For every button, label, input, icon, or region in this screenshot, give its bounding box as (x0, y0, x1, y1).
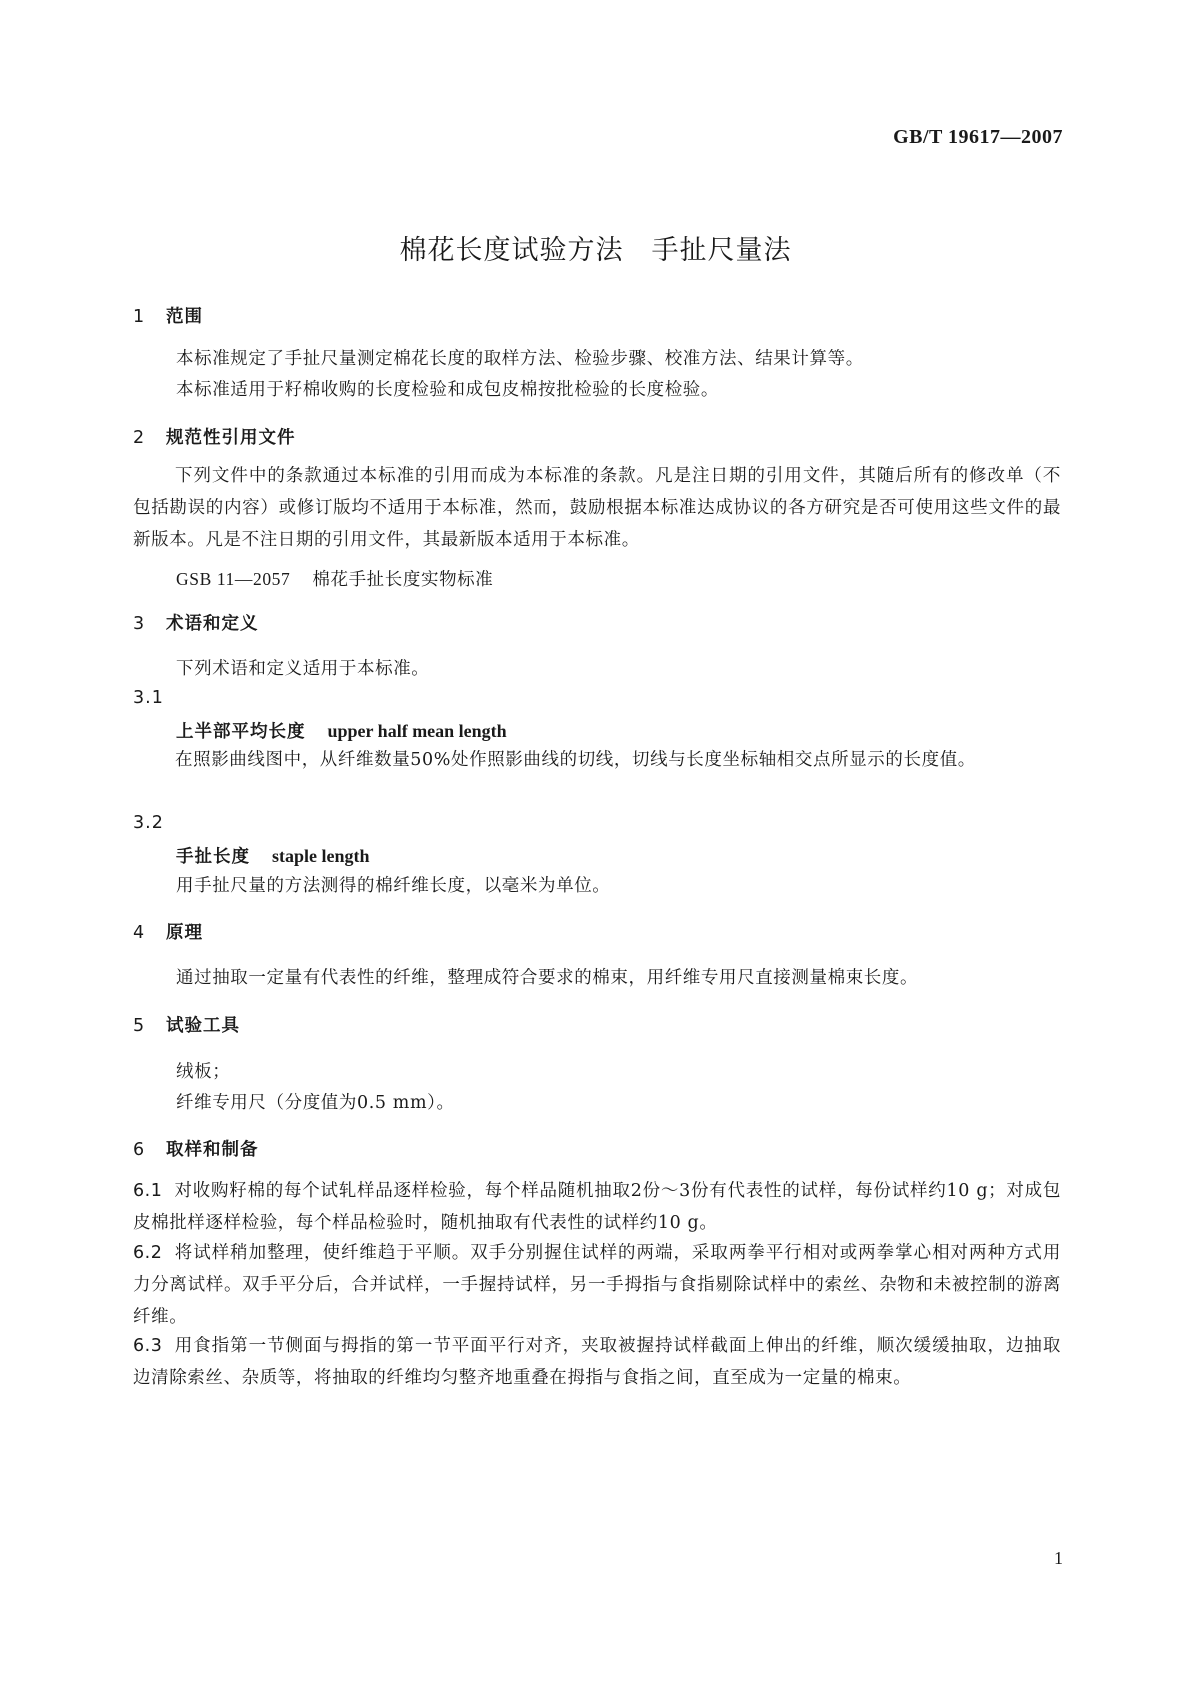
term-3-1-number: 3.1 (133, 688, 164, 708)
clause-number: 6.1 (133, 1181, 163, 1201)
clause-number: 6.3 (133, 1336, 163, 1356)
section-4-heading (133, 919, 203, 944)
section-4-paragraph: 通过抽取一定量有代表性的纤维，整理成符合要求的棉束，用纤维专用尺直接测量棉束长度。 (176, 968, 919, 988)
section-title: 取样和制备 (166, 1140, 259, 1160)
section-3-intro: 下列术语和定义适用于本标准。 (176, 659, 430, 679)
term-3-2-number: 3.2 (133, 813, 164, 833)
term-3-2-definition: 用手扯尺量的方法测得的棉纤维长度，以毫米为单位。 (176, 876, 611, 896)
term-en: upper half mean length (327, 721, 507, 741)
section-number: 4 (133, 923, 146, 943)
section-3-heading (133, 610, 259, 635)
term-3-1-definition: 在照影曲线图中，从纤维数量50%处作照影曲线的切线，切线与长度坐标轴相交点所显示的长度值。 (175, 750, 976, 770)
section-6-heading (133, 1136, 259, 1161)
clause-6-2 (133, 1237, 1061, 1333)
reference-code: GSB 11—2057 (176, 569, 291, 589)
section-number: 1 (133, 307, 146, 327)
section-1-heading (133, 303, 203, 328)
section-number: 2 (133, 428, 146, 448)
section-title: 规范性引用文件 (166, 428, 296, 448)
clause-text: 对收购籽棉的每个试轧样品逐样检验，每个样品随机抽取2份～3份有代表性的试样，每份试样约10 g；对成包皮棉批样逐样检验，每个样品检验时，随机抽取有代表性的试样约10 g。 (133, 1181, 1061, 1233)
normative-reference (176, 566, 493, 591)
reference-title: 棉花手扯长度实物标准 (312, 570, 494, 590)
section-number: 3 (133, 614, 146, 634)
section-title: 试验工具 (166, 1016, 240, 1036)
term-en: staple length (272, 846, 370, 866)
section-number: 5 (133, 1016, 146, 1036)
section-title: 范围 (166, 307, 203, 327)
section-title: 原理 (166, 923, 203, 943)
section-1-paragraph-1: 本标准规定了手扯尺量测定棉花长度的取样方法、检验步骤、校准方法、结果计算等。 (176, 349, 864, 369)
section-2-heading (133, 424, 296, 449)
page-number: 1 (1054, 1548, 1063, 1568)
section-5-heading (133, 1012, 240, 1037)
section-number: 6 (133, 1140, 146, 1160)
tool-item-2: 纤维专用尺（分度值为0.5 mm）。 (176, 1093, 455, 1113)
standard-code: GB/T 19617—2007 (893, 126, 1063, 148)
term-zh: 上半部平均长度 (176, 722, 306, 742)
tool-item-1: 绒板； (176, 1062, 231, 1082)
clause-number: 6.2 (133, 1243, 163, 1263)
term-3-2 (176, 843, 370, 868)
section-title: 术语和定义 (166, 614, 259, 634)
section-1-paragraph-2: 本标准适用于籽棉收购的长度检验和成包皮棉按批检验的长度检验。 (176, 380, 719, 400)
term-zh: 手扯长度 (176, 847, 250, 867)
clause-text: 用食指第一节侧面与拇指的第一节平面平行对齐，夹取被握持试样截面上伸出的纤维，顺次缓缓抽取，边抽取边清除索丝、杂质等，将抽取的纤维均匀整齐地重叠在拇指与食指之间，直至成为一定量的棉束。 (133, 1336, 1061, 1388)
clause-6-3 (133, 1330, 1061, 1394)
section-2-paragraph: 下列文件中的条款通过本标准的引用而成为本标准的条款。凡是注日期的引用文件，其随后所有的修改单（不包括勘误的内容）或修订版均不适用于本标准，然而，鼓励根据本标准达成协议的各方研究是否可使用这些文件的最新版本。凡是不注日期的引用文件，其最新版本适用于本标准。 (133, 466, 1061, 550)
term-3-1 (176, 718, 507, 743)
clause-text: 将试样稍加整理，使纤维趋于平顺。双手分别握住试样的两端，采取两拳平行相对或两拳掌心相对两种方式用力分离试样。双手平分后，合并试样，一手握持试样，另一手拇指与食指剔除试样中的索丝、杂物和未被控制的游离纤维。 (133, 1243, 1061, 1327)
document-title: 棉花长度试验方法 手扯尺量法 (399, 235, 792, 266)
clause-6-1 (133, 1175, 1061, 1239)
